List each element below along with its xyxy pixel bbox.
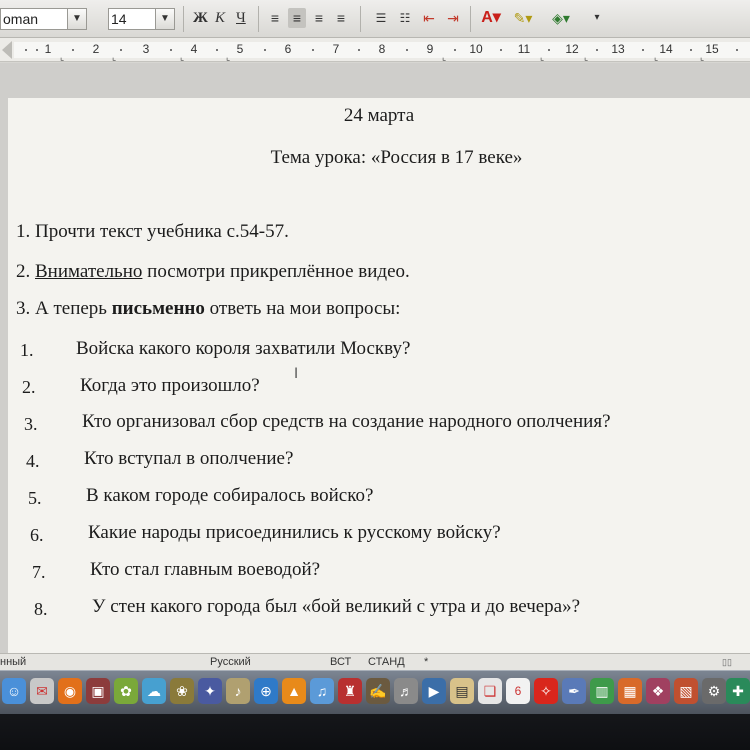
- tab-stop-icon[interactable]: ⌞: [442, 52, 447, 62]
- iphoto-icon[interactable]: ❀: [170, 678, 194, 704]
- task-2: [16, 260, 410, 284]
- quicktime-icon[interactable]: ▶: [422, 678, 446, 704]
- align-justify-icon[interactable]: ≡: [336, 10, 346, 26]
- align-left-icon[interactable]: ≡: [270, 10, 280, 26]
- ruler[interactable]: [0, 38, 750, 62]
- app-store-icon[interactable]: ✚: [726, 678, 750, 704]
- photo-booth-icon[interactable]: ▣: [86, 678, 110, 704]
- task-2-text: посмотри прикреплённое видео.: [147, 261, 410, 282]
- align-right-icon[interactable]: ≡: [314, 10, 324, 26]
- left-margin-marker-icon[interactable]: [2, 41, 12, 59]
- vlc-icon[interactable]: ▲: [282, 678, 306, 704]
- preferences-icon[interactable]: ⚙: [702, 678, 726, 704]
- tab-stop-icon[interactable]: ⌞: [540, 52, 545, 62]
- question-number: 7.: [32, 562, 46, 582]
- question-number: 2.: [22, 377, 36, 397]
- ruler-tick: [642, 49, 644, 51]
- mail-icon[interactable]: ✉: [30, 678, 54, 704]
- question-number: 8.: [34, 599, 48, 619]
- flashcards-icon[interactable]: ❖: [646, 678, 670, 704]
- question-text: Кто организовал сбор средств на создание народного ополчения?: [82, 411, 611, 432]
- numbered-list-icon[interactable]: ☰: [375, 11, 387, 25]
- ruler-tick: [216, 49, 218, 51]
- ruler-tick: [500, 49, 502, 51]
- pages-icon[interactable]: ✒: [562, 678, 586, 704]
- ruler-number: 11: [517, 42, 531, 56]
- task-3-bold-word: письменно: [111, 298, 205, 319]
- question-number: 1.: [20, 340, 34, 360]
- ruler-number: 13: [611, 42, 625, 56]
- tab-stop-icon[interactable]: ⌞: [60, 52, 65, 62]
- ruler-tick: [72, 49, 74, 51]
- tab-stop-icon[interactable]: ⌞: [654, 52, 659, 62]
- tab-stop-icon[interactable]: ⌞: [584, 52, 589, 62]
- paragraph-style-status[interactable]: нный: [0, 656, 27, 668]
- tab-stop-icon[interactable]: ⌞: [226, 52, 231, 62]
- toolbar-separator: [470, 6, 471, 32]
- italic-button[interactable]: К: [215, 10, 225, 26]
- ruler-tick: [736, 49, 738, 51]
- align-center-icon[interactable]: ≡: [288, 8, 306, 28]
- lesson-topic: Тема урока: «Россия в 17 веке»: [270, 147, 523, 168]
- bulleted-list-icon[interactable]: ☷: [399, 11, 411, 25]
- ruler-tick: [264, 49, 266, 51]
- background-color-icon[interactable]: ◈▾: [552, 10, 570, 26]
- ruler-number: 7: [332, 42, 340, 56]
- font-size-dropdown-button[interactable]: ▼: [155, 8, 175, 30]
- question-number: 5.: [28, 488, 42, 508]
- ruler-tick: [25, 49, 27, 51]
- ruler-tick: [406, 49, 408, 51]
- acrobat-icon[interactable]: ✧: [534, 678, 558, 704]
- garageband-icon[interactable]: ♪: [226, 678, 250, 704]
- toolbar-overflow-icon[interactable]: ▾: [594, 12, 600, 23]
- ruler-tick: [548, 49, 550, 51]
- ruler-number: 14: [659, 42, 673, 56]
- question-text: В каком городе собиралось войско?: [86, 485, 374, 506]
- ichat-icon[interactable]: ☁: [142, 678, 166, 704]
- decrease-indent-icon[interactable]: ⇤: [423, 10, 435, 26]
- question-text: Кто стал главным воеводой?: [90, 559, 321, 580]
- selection-mode-status[interactable]: СТАНД: [368, 656, 405, 668]
- chess-icon[interactable]: ♜: [338, 678, 362, 704]
- bold-button[interactable]: Ж: [193, 10, 208, 26]
- insert-mode-status[interactable]: ВСТ: [330, 656, 352, 668]
- ruler-number: 5: [236, 42, 244, 56]
- photos-icon[interactable]: ✿: [114, 678, 138, 704]
- ruler-tick: [690, 49, 692, 51]
- increase-indent-icon[interactable]: ⇥: [447, 10, 459, 26]
- task-2-underlined-word: Внимательно: [35, 261, 143, 282]
- safari-icon[interactable]: ⊕: [254, 678, 278, 704]
- question-text: Когда это произошло?: [80, 375, 260, 396]
- ruler-tick: [120, 49, 122, 51]
- status-bar: [0, 653, 750, 670]
- toolbar-separator: [360, 6, 361, 32]
- keynote-icon[interactable]: ▦: [618, 678, 642, 704]
- question-number: 3.: [24, 414, 38, 434]
- ruler-tick: [596, 49, 598, 51]
- underline-button[interactable]: Ч: [236, 10, 246, 26]
- ruler-tick: [312, 49, 314, 51]
- tab-stop-icon[interactable]: ⌞: [700, 52, 705, 62]
- document-date: 24 марта: [343, 105, 415, 126]
- textedit-icon[interactable]: ✍: [366, 678, 390, 704]
- numbers-icon[interactable]: ▥: [590, 678, 614, 704]
- question-text: Какие народы присоединились к русскому войску?: [88, 522, 501, 543]
- task-2-number: 2.: [16, 261, 31, 282]
- task-3-text: ответь на мои вопросы:: [209, 298, 401, 319]
- ruler-number: 4: [190, 42, 198, 56]
- formatting-toolbar: [0, 0, 750, 38]
- highlight-icon[interactable]: ✎▾: [513, 10, 533, 26]
- question-text: У стен какого города был «бой великий с утра и до вечера»?: [92, 596, 581, 617]
- ruler-tick: [36, 49, 38, 51]
- ruler-number: 1: [44, 42, 52, 56]
- ruler-number: 6: [284, 42, 292, 56]
- ruler-number: 3: [142, 42, 150, 56]
- firefox-icon[interactable]: ◉: [58, 678, 82, 704]
- ruler-number: 8: [378, 42, 386, 56]
- font-name-dropdown-button[interactable]: ▼: [67, 8, 87, 30]
- calendar-icon[interactable]: 6: [506, 678, 530, 704]
- imovie-icon[interactable]: ✦: [198, 678, 222, 704]
- ruler-number: 2: [92, 42, 100, 56]
- task-3: [16, 297, 400, 321]
- dock: [0, 670, 750, 750]
- ruler-number: 9: [426, 42, 434, 56]
- font-name-field[interactable]: oman: [0, 8, 68, 30]
- modified-marker: *: [424, 656, 429, 668]
- question-number: 4.: [26, 451, 40, 471]
- ruler-tick: [454, 49, 456, 51]
- ruler-tick: [358, 49, 360, 51]
- document-page[interactable]: [8, 98, 750, 653]
- task-1: 1. Прочти текст учебника с.54-57.: [16, 221, 289, 242]
- font-size-field[interactable]: 14: [108, 8, 156, 30]
- itunes-icon[interactable]: ♫: [310, 678, 334, 704]
- ruler-number: 15: [705, 42, 719, 56]
- toolbar-separator: [183, 6, 184, 32]
- language-status[interactable]: Русский: [210, 656, 251, 668]
- toolbar-separator: [258, 6, 259, 32]
- question-number: 6.: [30, 525, 44, 545]
- tab-stop-icon[interactable]: ⌞: [112, 52, 117, 62]
- books-icon[interactable]: ▧: [674, 678, 698, 704]
- pdf-reader-icon[interactable]: ❏: [478, 678, 502, 704]
- ruler-tick: [170, 49, 172, 51]
- tab-stop-icon[interactable]: ⌞: [180, 52, 185, 62]
- guitar-icon[interactable]: ♬: [394, 678, 418, 704]
- text-cursor-icon: I: [294, 366, 299, 382]
- preview-icon[interactable]: ▤: [450, 678, 474, 704]
- ruler-number: 12: [565, 42, 579, 56]
- finder-icon[interactable]: ☺: [2, 678, 26, 704]
- ruler-number: 10: [469, 42, 483, 56]
- view-layout-icon[interactable]: ▯▯: [722, 657, 732, 667]
- question-text: Кто вступал в ополчение?: [84, 448, 294, 469]
- task-3-prefix: 3. А теперь: [16, 298, 107, 319]
- font-color-icon[interactable]: A▾: [481, 9, 501, 26]
- document-area[interactable]: [0, 63, 750, 653]
- question-text: Войска какого короля захватили Москву?: [76, 338, 411, 359]
